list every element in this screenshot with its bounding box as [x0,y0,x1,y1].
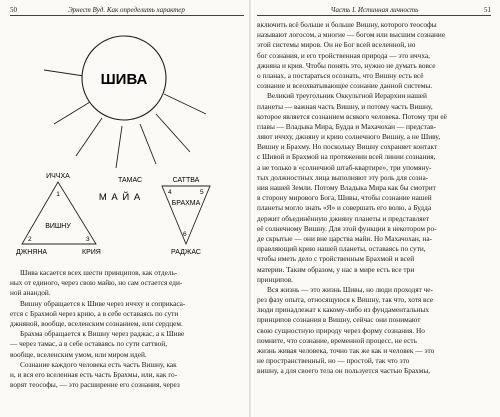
text-line: Вишну обращается к Шиве через иччху и соприкаса- [20,298,186,308]
num-1: 1 [56,191,60,198]
text-line: её солнечному Вишну. Для этой функции в некотором ро- [257,223,437,233]
shiva-label: ШИВА [100,71,148,88]
text-line: ния нашей Земли. Потому Владыка Мира как бы смотрит [257,183,436,192]
brahma-label: БРАХМА [171,200,201,207]
text-line: Великий треугольник Оккультной Иерархии нашей [267,91,427,101]
ray-4 [116,126,122,168]
tamas-label: ТАМАС [117,177,143,184]
diagram-svg [10,20,244,268]
text-line: Вся жизнь — это жизнь Шивы, но люди проходят че- [267,284,433,294]
text-line: этой системы миров. Он не Бог всей вселенной, но [257,40,416,50]
text-line: чтобы иметь дело с тройственным Брахмой и всей [257,254,415,264]
text-line: свою сущностную природу через форму сознания. Но [257,325,425,335]
text-line: с Шивой и Брахмой на протяжении всей линии сознания, [257,152,436,162]
text-line: и, и вся его вселенная есть часть Брахмы, или, как го- [10,369,178,379]
ray-6 [156,114,190,152]
text-line: планеты могло знать «Я» и совершать его волю, а Будда [257,203,432,213]
text-line: бог сознания, и его тройственная природа — это иччха, [257,50,430,60]
num-5: 5 [200,189,204,196]
text-line: Вишну и Брахму. Но поскольку Вишну сохраняет контакт [257,142,438,152]
text-line: сознание и всеохватывающее сознание данной системы. [257,81,433,91]
text-line: Сознание каждого человека есть часть Вишну, как [20,359,177,369]
text-line: — через тамас, а в себе оставаясь по сути саттвой, [10,339,168,349]
text-line: вишну, а для своего тела он пользуется частью Брахмы, [257,366,431,376]
text-line: держит объединённую джняну планеты и представляет [257,213,430,223]
left-page-header [10,6,244,16]
text-line: тых должностных лица выполняют эту роль для созна- [257,172,429,182]
ray-2 [54,102,90,124]
kriya-label: КРИЯ [82,249,101,256]
text-line: рез фазу опыта, относящуюся к Вишну, так что, хотя все [257,295,434,305]
right-page [257,6,491,411]
text-line: ворят теософы, — это расширение его сознания, через [10,380,180,390]
ray-1 [44,70,84,76]
rajas-label: РАДЖАС [171,249,201,256]
text-line: жизнь живая человека, точно так же как и человек — это [257,346,435,355]
right-running-head: Часть I. Истинная личность [330,6,419,14]
sattva-label: САТТВА [172,177,200,184]
ray-3 [76,118,102,156]
text-line: в сторону мирового Бога, Шивы, чтобы сознание нашей [257,193,432,203]
text-line: Брахма обращается к Вишну через раджас, а к Шиве [20,329,185,339]
text-line: вообще, вселенским умом, или миром идей. [10,349,147,359]
text-line: принципов. [257,274,293,284]
text-line: помните, что сознание, временной процесс, не есть [257,335,417,345]
left-running-head: Эрнест Вуд. Как определить характер [68,6,185,14]
text-line: планеты — важная часть Вишну, и потому часть Вишну, [257,101,433,111]
text-line: джняна и крия. Чтобы понять это, нужно не думать вовсе [257,60,436,70]
shiva-maya-diagram [10,20,244,268]
ichcha-label: ИЧЧХА [46,173,70,180]
num-4: 4 [168,189,172,196]
text-line: о планах, а постараться осознать, что Вишну есть всё [257,70,424,80]
text-line: включить всё больше и больше Вишну, которого теософы [257,20,437,29]
text-line: принципов сознания в Вишну, сейчас они понимают [257,315,421,325]
text-line: люди принадлежат к какому-либо из фундаментальных [257,305,430,315]
text-line: де скрытые — они вне царства майи. Но Махачохан, на- [257,233,433,243]
left-page [10,6,244,411]
num-3: 3 [86,236,90,243]
right-page-header [257,6,491,16]
text-line: джняной, вообще, вселенским сознанием, или сердцем. [10,318,183,328]
text-line: ных от единого, через свою майю, но сам остается еди- [10,278,183,288]
jnana-label: ДЖНЯНА [16,249,48,256]
num-2: 2 [28,236,32,243]
left-body-text [10,268,244,390]
ray-5 [140,124,156,164]
text-line: материи. Таким образом, у нас в мире есть все три [257,264,415,274]
right-page-number: 51 [483,6,491,14]
book-gutter [249,0,251,417]
vishnu-label: ВИШНУ [45,223,71,230]
left-page-number: 50 [10,6,17,14]
text-line: называют логосом, а многие — богом или высшим сознание [257,30,446,40]
maya-label: М А Й А [98,192,142,203]
text-line: главы — Владыка Мира, Будда и Махачохан — представ- [257,121,437,131]
text-line: ляют иччху, джняну и крию солнечного Вишну, а не Шиву, [257,132,441,142]
text-line: Шива касается всех шести принципов, как отдель- [20,268,178,277]
text-line: не пространственный, но — простой, так что это [257,356,410,366]
ray-7 [164,94,206,114]
text-line: которое является сознанием всякого человека. Потому три её [257,111,447,121]
text-line: ной анандой. [10,288,51,298]
num-6: 6 [183,231,187,238]
text-line: правляющий крию нашей планеты, оставаясь по сути, [257,244,426,254]
text-line: ется с Брахмой через крию, а в себе оставаясь по сути [10,308,179,318]
text-line: а не только в «солнечной штаб-квартире», три упомяну- [257,162,432,172]
right-body-text [257,20,491,377]
